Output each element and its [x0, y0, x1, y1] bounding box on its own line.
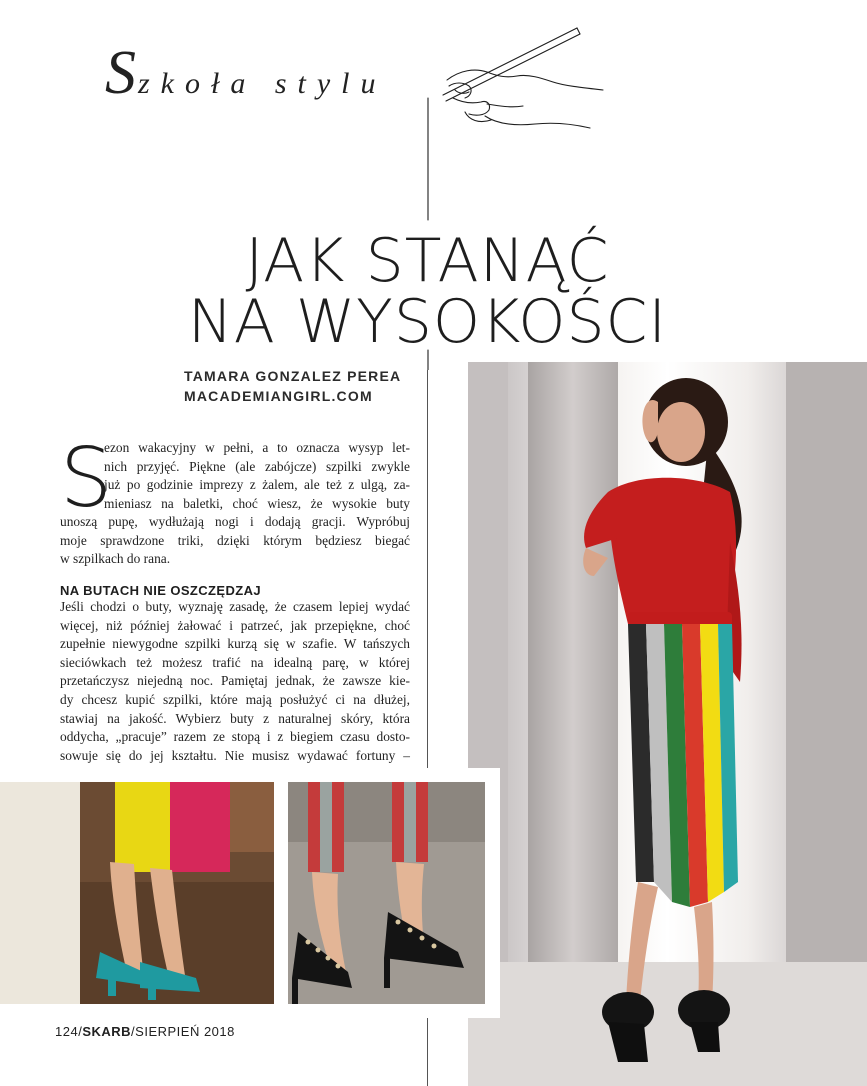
main-fashion-photo: [468, 362, 867, 1086]
text-line: oddycha, „pracuje” razem ze stopą i z biegiem czasu dosto-: [60, 729, 410, 745]
text-line: sowuje się do jej kształtu. Nie musisz wydawać fortuny –: [60, 747, 410, 763]
text-line: moje sprawdzone triki, dzięki którym będziesz biegać: [60, 532, 410, 548]
text-line: nich przyjęć. Piękne (ale zabójcze) szpilki zwykle: [104, 458, 410, 474]
text-line: już po godzinie imprezy z żalem, ale też z ulgą, za-: [104, 477, 410, 493]
section-heading: NA BUTACH NIE OSZCZĘDZAJ: [60, 583, 261, 598]
lead-paragraph-rest: [60, 513, 410, 569]
text-line: sieciówkach też możesz trafić na idealną parę, w której: [60, 654, 410, 670]
studded-sandals-photo: [288, 782, 485, 1004]
body-paragraph: [60, 598, 410, 765]
text-line: unoszą pupę, wydłużają nogi i dodają gracji. Wypróbuj: [60, 514, 410, 529]
text-line: przetańczysz niejedną noc. Pamiętaj jednak, że zawsze kie-: [60, 673, 410, 689]
issue-date: /SIERPIEŃ 2018: [131, 1024, 235, 1039]
text-line: w szpilkach do rana.: [60, 551, 171, 567]
text-line: mieniasz na baletki, choć wiesz, że wysokie buty: [104, 495, 410, 511]
headline-line-2: NA WYSOKOŚCI: [187, 287, 668, 357]
text-line: stawiaj na jakość. Wybierz buty z naturalnej skóry, która: [60, 710, 410, 726]
teal-sandals-illustration: [0, 782, 274, 1004]
page-number: 124/: [55, 1024, 83, 1039]
text-line: ezon wakacyjny w pełni, a to oznacza wysyp let-: [104, 440, 410, 455]
studded-sandals-illustration: [288, 782, 485, 1004]
lead-paragraph-indented: [104, 439, 410, 513]
text-line: zupełnie niewygodne szpilki kurzą się w szafie. W tańszych: [60, 636, 410, 652]
text-line: Jeśli chodzi o buty, wyznaję zasadę, że czasem lepiej wydać: [60, 599, 410, 614]
teal-sandals-photo: [0, 782, 274, 1004]
text-line: dy chcesz kupić szpilki, które mają posłużyć ci na dłużej,: [60, 691, 410, 707]
section-label-text: zkoła stylu: [138, 67, 387, 100]
section-label-initial: S: [105, 39, 138, 107]
magazine-name: SKARB: [82, 1024, 132, 1039]
headline-line-1: JAK STANĄĆ: [245, 226, 610, 296]
text-line: więcej, niż później żałować i patrzeć, jak przepiękne, choć: [60, 617, 410, 633]
woman-striped-skirt-illustration: [468, 362, 867, 1086]
section-label: [105, 38, 387, 109]
byline: [184, 366, 401, 406]
author-name: TAMARA GONZALEZ PEREA: [184, 368, 402, 384]
page-footer: [55, 1024, 235, 1039]
drop-cap: S: [60, 431, 113, 526]
author-website: MACADEMIANGIRL.COM: [184, 388, 373, 404]
